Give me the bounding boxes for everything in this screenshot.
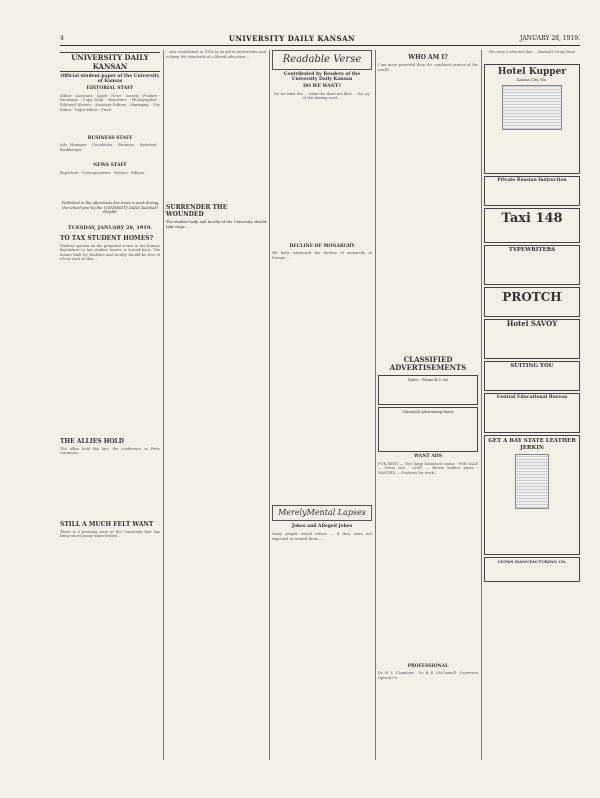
- masthead: UNIVERSITY DAILY KANSAN: [60, 52, 160, 72]
- news-staff-heading: NEWS STAFF: [93, 163, 127, 169]
- column-rule: [481, 50, 482, 760]
- newspaper-title: UNIVERSITY DAILY KANSAN: [228, 34, 355, 43]
- dateline: TUESDAY, JANUARY 28, 1919.: [67, 224, 153, 231]
- merely-mental-subtitle: Jokes and Alleged Jokes: [291, 524, 353, 530]
- poem-title: DO WE WANT?: [303, 84, 341, 90]
- readable-verse-box: Readable Verse: [272, 50, 372, 70]
- article-head-who-am-i: WHO AM I?: [408, 54, 448, 61]
- column-rule: [163, 50, 164, 760]
- official-line: Official student paper of the University of Kansas: [60, 74, 160, 84]
- column-2: [166, 50, 266, 760]
- russian-title: Private Russian Instruction: [497, 178, 567, 183]
- ad-hotel-savoy: [484, 319, 580, 359]
- article-body-allies: The allies hold the line; the conference at Paris continues...: [60, 446, 160, 456]
- article-head-tax-homes: TO TAX STUDENT HOMES?: [60, 234, 154, 242]
- hotel-kupper-name: Hotel Kupper: [497, 67, 567, 77]
- editorial-staff-heading: EDITORIAL STAFF: [86, 86, 134, 92]
- article-head-still-a-want: STILL A MUCH FELT WANT: [60, 520, 154, 528]
- column-3: [272, 50, 372, 760]
- lyons-title: LYONS MANUFACTURING CO.: [497, 559, 567, 564]
- hotel-building-image: [502, 85, 562, 130]
- ad-typewriters: [484, 245, 580, 285]
- classified-heading: CLASSIFIED ADVERTISEMENTS: [389, 355, 467, 372]
- article-body-who-am-i: I am more powerful than the combined armies of the world...: [378, 63, 478, 72]
- professional-cards: Dr. H. L. Chambers · Dr. R. E. McConnell · Lawrence Optical Co.: [378, 671, 478, 680]
- verse-subtitle: Contributed by Readers of the University Daily Kansan: [283, 72, 361, 82]
- ad-lyons: [484, 557, 580, 582]
- news-staff-list: Reporters · Correspondents · Writers · Editors: [60, 170, 145, 175]
- ad-bay-state: [484, 435, 580, 555]
- classified-ad-rates: Rates · Phone K.U. 66: [378, 375, 478, 405]
- central-title: Central Educational Bureau: [496, 395, 568, 400]
- ad-hotel-kupper: [484, 64, 580, 174]
- published-by-note: Published in the afternoons five times a week during the school year by the UNIVERSITY DAILY KANSAN BOARD: [61, 200, 159, 215]
- issue-date: JANUARY 28, 1919.: [519, 35, 580, 42]
- article-body-monarchy: We have witnessed the decline of monarchy in Europe...: [272, 251, 372, 260]
- ad-russian: [484, 176, 580, 206]
- typewriters-title: TYPEWRITERS: [508, 247, 556, 253]
- article-head-allies: THE ALLIES HOLD: [60, 437, 125, 445]
- article-head-surrender: SURRENDER THE WOUNDED: [166, 204, 228, 218]
- column-4: [378, 50, 478, 760]
- want-ads-heading: WANT ADS: [414, 454, 442, 459]
- article-body-still-a-want: There is a pressing want at the University that has been voiced many times before...: [60, 529, 160, 539]
- want-ads-body: FOR RENT — Two large furnished rooms · FOR SALE — Dress suit · LOST — Brown leather purse · WANTED — Students for work...: [378, 461, 478, 475]
- hotel-kupper-city: Kansas City, Mo.: [516, 78, 548, 82]
- business-staff-list: Adv. Manager · Circulation · Business · Assistant · Bookkeeper: [60, 143, 160, 152]
- protch-title: PROTCH: [502, 290, 562, 304]
- column-1: [60, 50, 160, 760]
- page-number: 4: [60, 35, 64, 42]
- editorial-staff-list: Editor · Associate · Sport · News · Society · Feature · Exchange · Copy Desk · Reporters · Photographer · Editorial Writers · Assistant Editors · Managing · City Editor · Night Editor · Proof: [60, 93, 160, 112]
- ad-central-bureau: [484, 393, 580, 433]
- suit-title: SUITING YOU: [510, 363, 554, 369]
- jokes-body: Many people would refuse ... if they were not expected to reward them ...: [272, 531, 372, 541]
- article-body-surrender: The student body and faculty of the University should take steps...: [166, 220, 266, 229]
- bay-title: GET A BAY STATE LEATHER JERKIN: [488, 438, 576, 451]
- ad-protch: [484, 287, 580, 317]
- hotel-savoy-title: Hotel SAVOY: [506, 319, 558, 328]
- taxi-title: Taxi 148: [501, 211, 563, 226]
- article-head-monarchy: DECLINE OF MONARCHY: [289, 243, 355, 249]
- column-rule: [269, 50, 270, 760]
- classified-ad-info: Classified Advertising Rates: [378, 407, 478, 452]
- business-staff-heading: BUSINESS STAFF: [87, 135, 133, 141]
- ad-suit: [484, 361, 580, 391]
- column-rule: [375, 50, 376, 760]
- article-body-tax-homes: Student opinion on the proposed action in the Kansas legislature to tax student homes is voiced here. The homes built by students and faculty should be free of a levy such as this...: [60, 243, 160, 262]
- jerkin-figure-image: [515, 454, 549, 509]
- article-body-continued: ...was established in 1918 as an aid to universities and to keep the standards of a liberal education...: [166, 50, 266, 59]
- ad-taxi: [484, 208, 580, 243]
- page-header: [60, 32, 580, 46]
- ad-top-note: We carry a selected line ... Rankin's Drug Store: [488, 50, 576, 54]
- professional-heading: PROFESSIONAL: [407, 663, 449, 669]
- poem-body: Do we want the ... when the skies are blue ... the joy of the shining road ...: [274, 91, 370, 101]
- merely-mental-box: MerelyMental Lapses: [272, 505, 372, 521]
- column-5: [484, 50, 580, 760]
